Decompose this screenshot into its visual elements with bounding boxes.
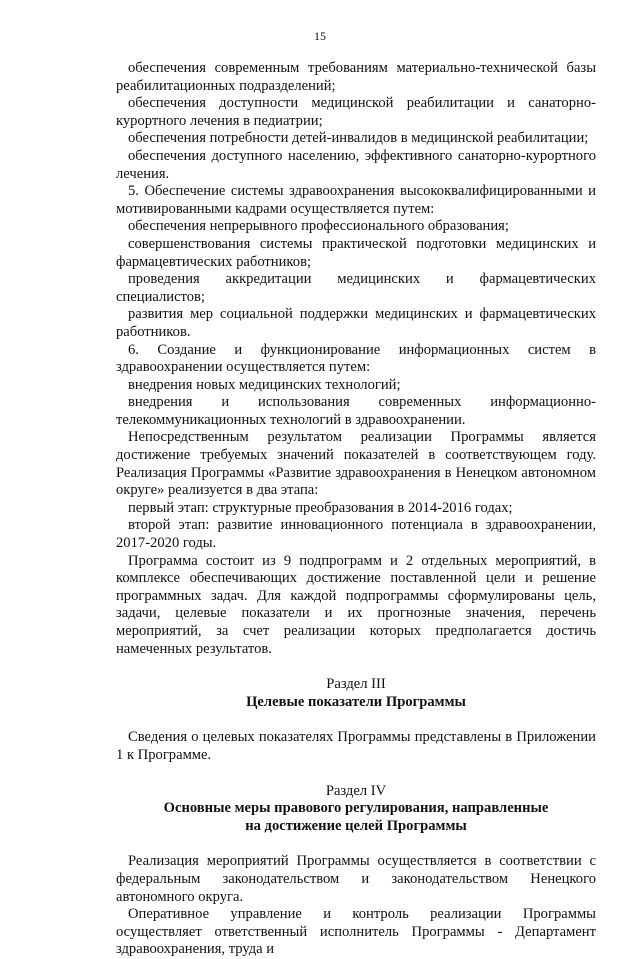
paragraph: внедрения новых медицинских технологий; xyxy=(128,376,401,393)
paragraph: второй этап: развитие инновационного потенциала в здравоохранении, 2017-2020 годы. xyxy=(116,517,596,552)
page-body xyxy=(116,60,596,959)
section-4-title-line1: Основные меры правового регулирования, направленные xyxy=(163,800,549,817)
paragraph: Непосредственным результатом реализации Программы является достижение требуемых значений показателей в соответствующем году. Реализация Программы «Развитие здравоохранения в Ненецком автономном округе» реализуется в два этапа: xyxy=(116,429,596,499)
section-3-label: Раздел III xyxy=(326,676,386,693)
paragraph: совершенствования системы практической подготовки медицинских и фармацевтических работников; xyxy=(116,235,596,270)
paragraph: внедрения и использования современных информационно-телекоммуникационных технологий в здравоохранении. xyxy=(116,394,596,428)
paragraph: Оперативное управление и контроль реализации Программы осуществляет ответственный исполнитель Программы - Департамент здравоохранения, труда и xyxy=(116,906,596,958)
paragraph: Программа состоит из 9 подпрограмм и 2 отдельных мероприятий, в комплексе обеспечивающих достижение поставленной цели и решение программных задач. Для каждой подпрограммы сформулированы цель, задачи, целевые показатели и их прогнозные значения, перечень мероприятий, за счет реализации которых предполагается достичь намеченных результатов. xyxy=(116,552,596,657)
spacer xyxy=(116,765,596,783)
paragraph: Реализация мероприятий Программы осуществляется в соответствии с федеральным законодательством и законодательством Ненецкого автономного округа. xyxy=(116,853,596,905)
paragraph: первый этап: структурные преобразования в 2014-2016 годах; xyxy=(128,499,513,516)
section-3-title: Целевые показатели Программы xyxy=(246,693,466,710)
spacer xyxy=(116,658,596,676)
paragraph: обеспечения потребности детей-инвалидов в медицинской реабилитации; xyxy=(128,130,589,147)
spacer xyxy=(116,835,596,853)
paragraph: развития мер социальной поддержки медицинских и фармацевтических работников. xyxy=(116,306,596,340)
section-4-title-line2: на достижение целей Программы xyxy=(245,817,467,834)
paragraph: 5. Обеспечение системы здравоохранения высококвалифицированными и мотивированными кадрами осуществляется путем: xyxy=(116,183,596,217)
paragraph: проведения аккредитации медицинских и фармацевтических специалистов; xyxy=(116,271,596,305)
paragraph: обеспечения непрерывного профессионального образования; xyxy=(128,218,509,235)
paragraph: обеспечения современным требованиям материально-технической базы реабилитационных подразделений; xyxy=(116,60,596,94)
paragraph: 6. Создание и функционирование информационных систем в здравоохранении осуществляется путем: xyxy=(116,341,596,376)
spacer xyxy=(116,711,596,729)
paragraph: обеспечения доступности медицинской реабилитации и санаторно-курортного лечения в педиатрии; xyxy=(116,95,596,129)
paragraph: Сведения о целевых показателях Программы представлены в Приложении 1 к Программе. xyxy=(116,729,596,763)
paragraph: обеспечения доступного населению, эффективного санаторно-курортного лечения. xyxy=(116,147,596,182)
section-4-label: Раздел IV xyxy=(325,782,387,799)
page-number: 15 xyxy=(314,29,326,43)
